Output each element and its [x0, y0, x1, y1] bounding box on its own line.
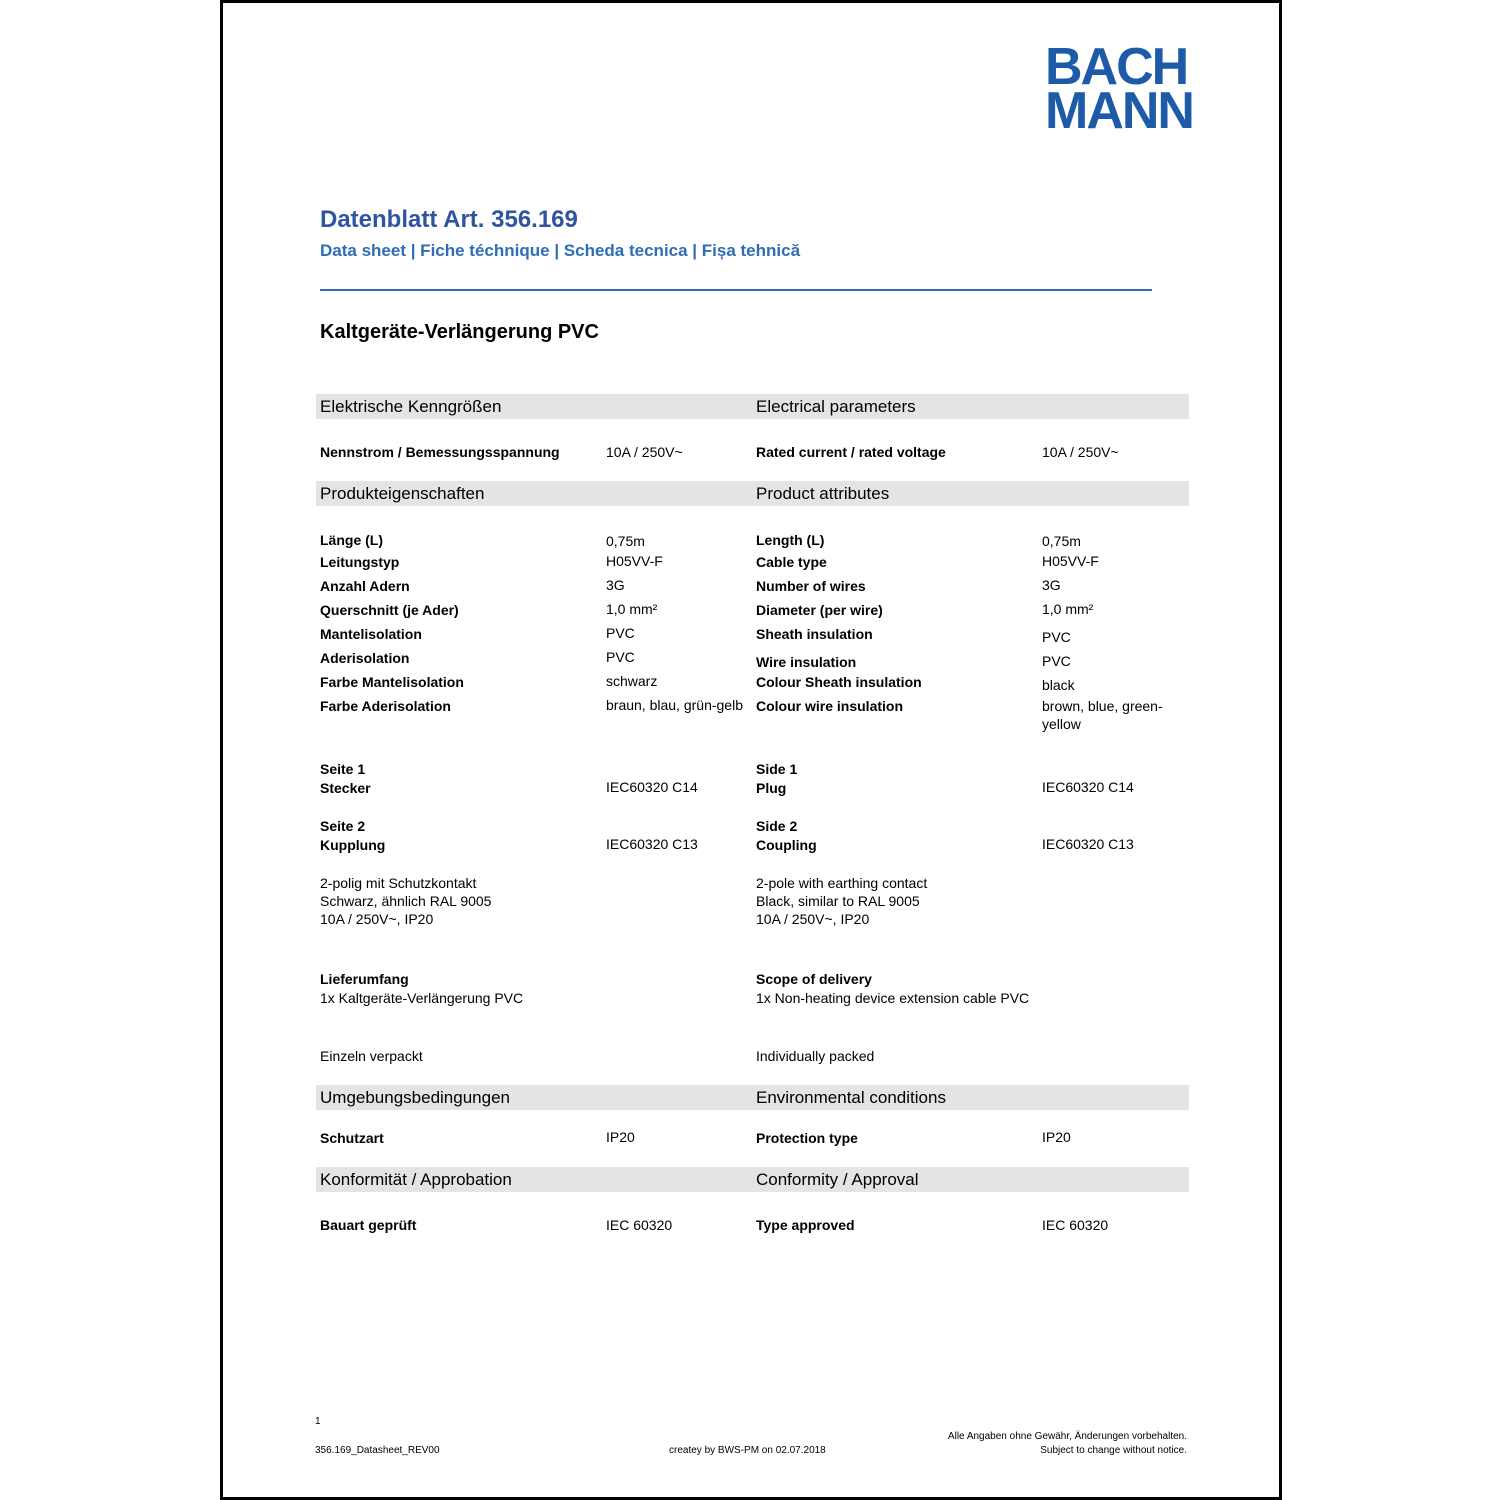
bachmann-logo — [1045, 38, 1193, 140]
row-value-de: IP20 — [606, 1129, 635, 1145]
delivery-title-en: Scope of delivery — [756, 971, 872, 987]
row-label-de: Länge (L) — [320, 532, 383, 548]
row-label-de: Anzahl Adern — [320, 578, 410, 594]
row-label-de: Bauart geprüft — [320, 1217, 417, 1233]
side1-value-en: IEC60320 C14 — [1042, 779, 1134, 795]
section-title-en: Product attributes — [756, 484, 890, 503]
row-value-de: schwarz — [606, 673, 658, 689]
side1-title-en: Side 1 — [756, 761, 798, 777]
row-label-de: Farbe Mantelisolation — [320, 674, 464, 690]
row-label-en: Colour wire insulation — [756, 698, 904, 714]
row-label-en: Length (L) — [756, 532, 825, 548]
side1-title-de: Seite 1 — [320, 761, 366, 777]
footer-created: createy by BWS-PM on 02.07.2018 — [669, 1445, 826, 1456]
row-value-de: 0,75m — [606, 533, 645, 549]
row-value-de: H05VV-F — [606, 553, 663, 569]
page-number: 1 — [315, 1416, 321, 1427]
row-label-de: Aderisolation — [320, 650, 410, 666]
row-label-de: Schutzart — [320, 1130, 384, 1146]
section-header-electrical — [316, 394, 1189, 419]
row-value-en: black — [1042, 677, 1075, 693]
row-value-de: braun, blau, grün-gelb — [606, 697, 743, 713]
title-divider — [320, 289, 1152, 291]
document-title: Datenblatt Art. 356.169 — [320, 206, 578, 233]
section-title-en: Electrical parameters — [756, 397, 916, 416]
side2-title-en: Side 2 — [756, 818, 798, 834]
product-name: Kaltgeräte-Verlängerung PVC — [320, 321, 599, 343]
row-label-de: Farbe Aderisolation — [320, 698, 451, 714]
section-title-de: Umgebungsbedingungen — [320, 1088, 510, 1107]
side2-value-de: IEC60320 C13 — [606, 836, 698, 852]
row-label-de: Nennstrom / Bemessungsspannung — [320, 444, 560, 460]
delivery-text-de: 1x Kaltgeräte-Verlängerung PVC — [320, 990, 524, 1006]
row-label-en: Diameter (per wire) — [756, 602, 883, 618]
row-label-de: Mantelisolation — [320, 626, 422, 642]
side1-value-de: IEC60320 C14 — [606, 779, 698, 795]
section-title-de: Konformität / Approbation — [320, 1170, 512, 1189]
row-value-de: 1,0 mm² — [606, 601, 658, 617]
row-value-de: 10A / 250V~ — [606, 444, 683, 460]
footer-file-name: 356.169_Datasheet_REV00 — [315, 1445, 440, 1456]
footer-disclaimer-de: Alle Angaben ohne Gewähr, Änderungen vorbehalten. — [947, 1431, 1187, 1442]
side2-label-en: Coupling — [756, 837, 817, 853]
section-title-en: Environmental conditions — [756, 1088, 946, 1107]
row-label-de: Leitungstyp — [320, 554, 400, 570]
row-value-en: H05VV-F — [1042, 553, 1099, 569]
side2-title-de: Seite 2 — [320, 818, 366, 834]
logo-line-2: MANN — [1045, 82, 1193, 140]
row-value-de: PVC — [606, 625, 635, 641]
section-title-de: Elektrische Kenngrößen — [320, 397, 502, 416]
row-label-de: Querschnitt (je Ader) — [320, 602, 459, 618]
row-value-en: 3G — [1042, 577, 1061, 593]
row-value-en: 1,0 mm² — [1042, 601, 1094, 617]
row-label-en: Sheath insulation — [756, 626, 873, 642]
row-label-en: Number of wires — [756, 578, 866, 594]
section-header-environment — [316, 1085, 1189, 1110]
footer-disclaimer-en: Subject to change without notice. — [1040, 1445, 1187, 1456]
side2-label-de: Kupplung — [320, 837, 386, 853]
row-value-en: 10A / 250V~ — [1042, 444, 1119, 460]
row-label-en: Wire insulation — [756, 654, 857, 670]
side1-label-de: Stecker — [320, 780, 371, 796]
row-value-de: 3G — [606, 577, 625, 593]
side1-label-en: Plug — [756, 780, 787, 796]
logo-line-1: BACH — [1045, 38, 1188, 96]
row-label-en: Protection type — [756, 1130, 858, 1146]
section-header-product — [316, 481, 1189, 506]
row-value-en: PVC — [1042, 653, 1071, 669]
row-value-en: brown, blue, green- yellow — [1042, 698, 1163, 732]
section-title-de: Produkteigenschaften — [320, 484, 485, 503]
row-value-de: IEC 60320 — [606, 1217, 673, 1233]
row-label-en: Type approved — [756, 1217, 855, 1233]
packing-de: Einzeln verpackt — [320, 1048, 423, 1064]
packing-en: Individually packed — [756, 1048, 875, 1064]
delivery-text-en: 1x Non-heating device extension cable PVC — [756, 990, 1030, 1006]
row-value-en: PVC — [1042, 629, 1071, 645]
side2-value-en: IEC60320 C13 — [1042, 836, 1134, 852]
connector-notes-en: 2-pole with earthing contact Black, similar to RAL 9005 10A / 250V~, IP20 — [756, 875, 928, 927]
connector-notes-de: 2-polig mit Schutzkontakt Schwarz, ähnlich RAL 9005 10A / 250V~, IP20 — [320, 875, 492, 927]
row-value-de: PVC — [606, 649, 635, 665]
row-label-en: Cable type — [756, 554, 827, 570]
delivery-title-de: Lieferumfang — [320, 971, 409, 987]
section-title-en: Conformity / Approval — [756, 1170, 919, 1189]
row-value-en: 0,75m — [1042, 533, 1081, 549]
row-value-en: IEC 60320 — [1042, 1217, 1109, 1233]
section-header-conformity — [316, 1167, 1189, 1192]
datasheet-page — [220, 0, 1282, 1500]
document-subtitle: Data sheet | Fiche téchnique | Scheda tecnica | Fișa tehnică — [320, 241, 801, 260]
row-label-en: Rated current / rated voltage — [756, 444, 946, 460]
row-label-en: Colour Sheath insulation — [756, 674, 922, 690]
row-value-en: IP20 — [1042, 1129, 1071, 1145]
